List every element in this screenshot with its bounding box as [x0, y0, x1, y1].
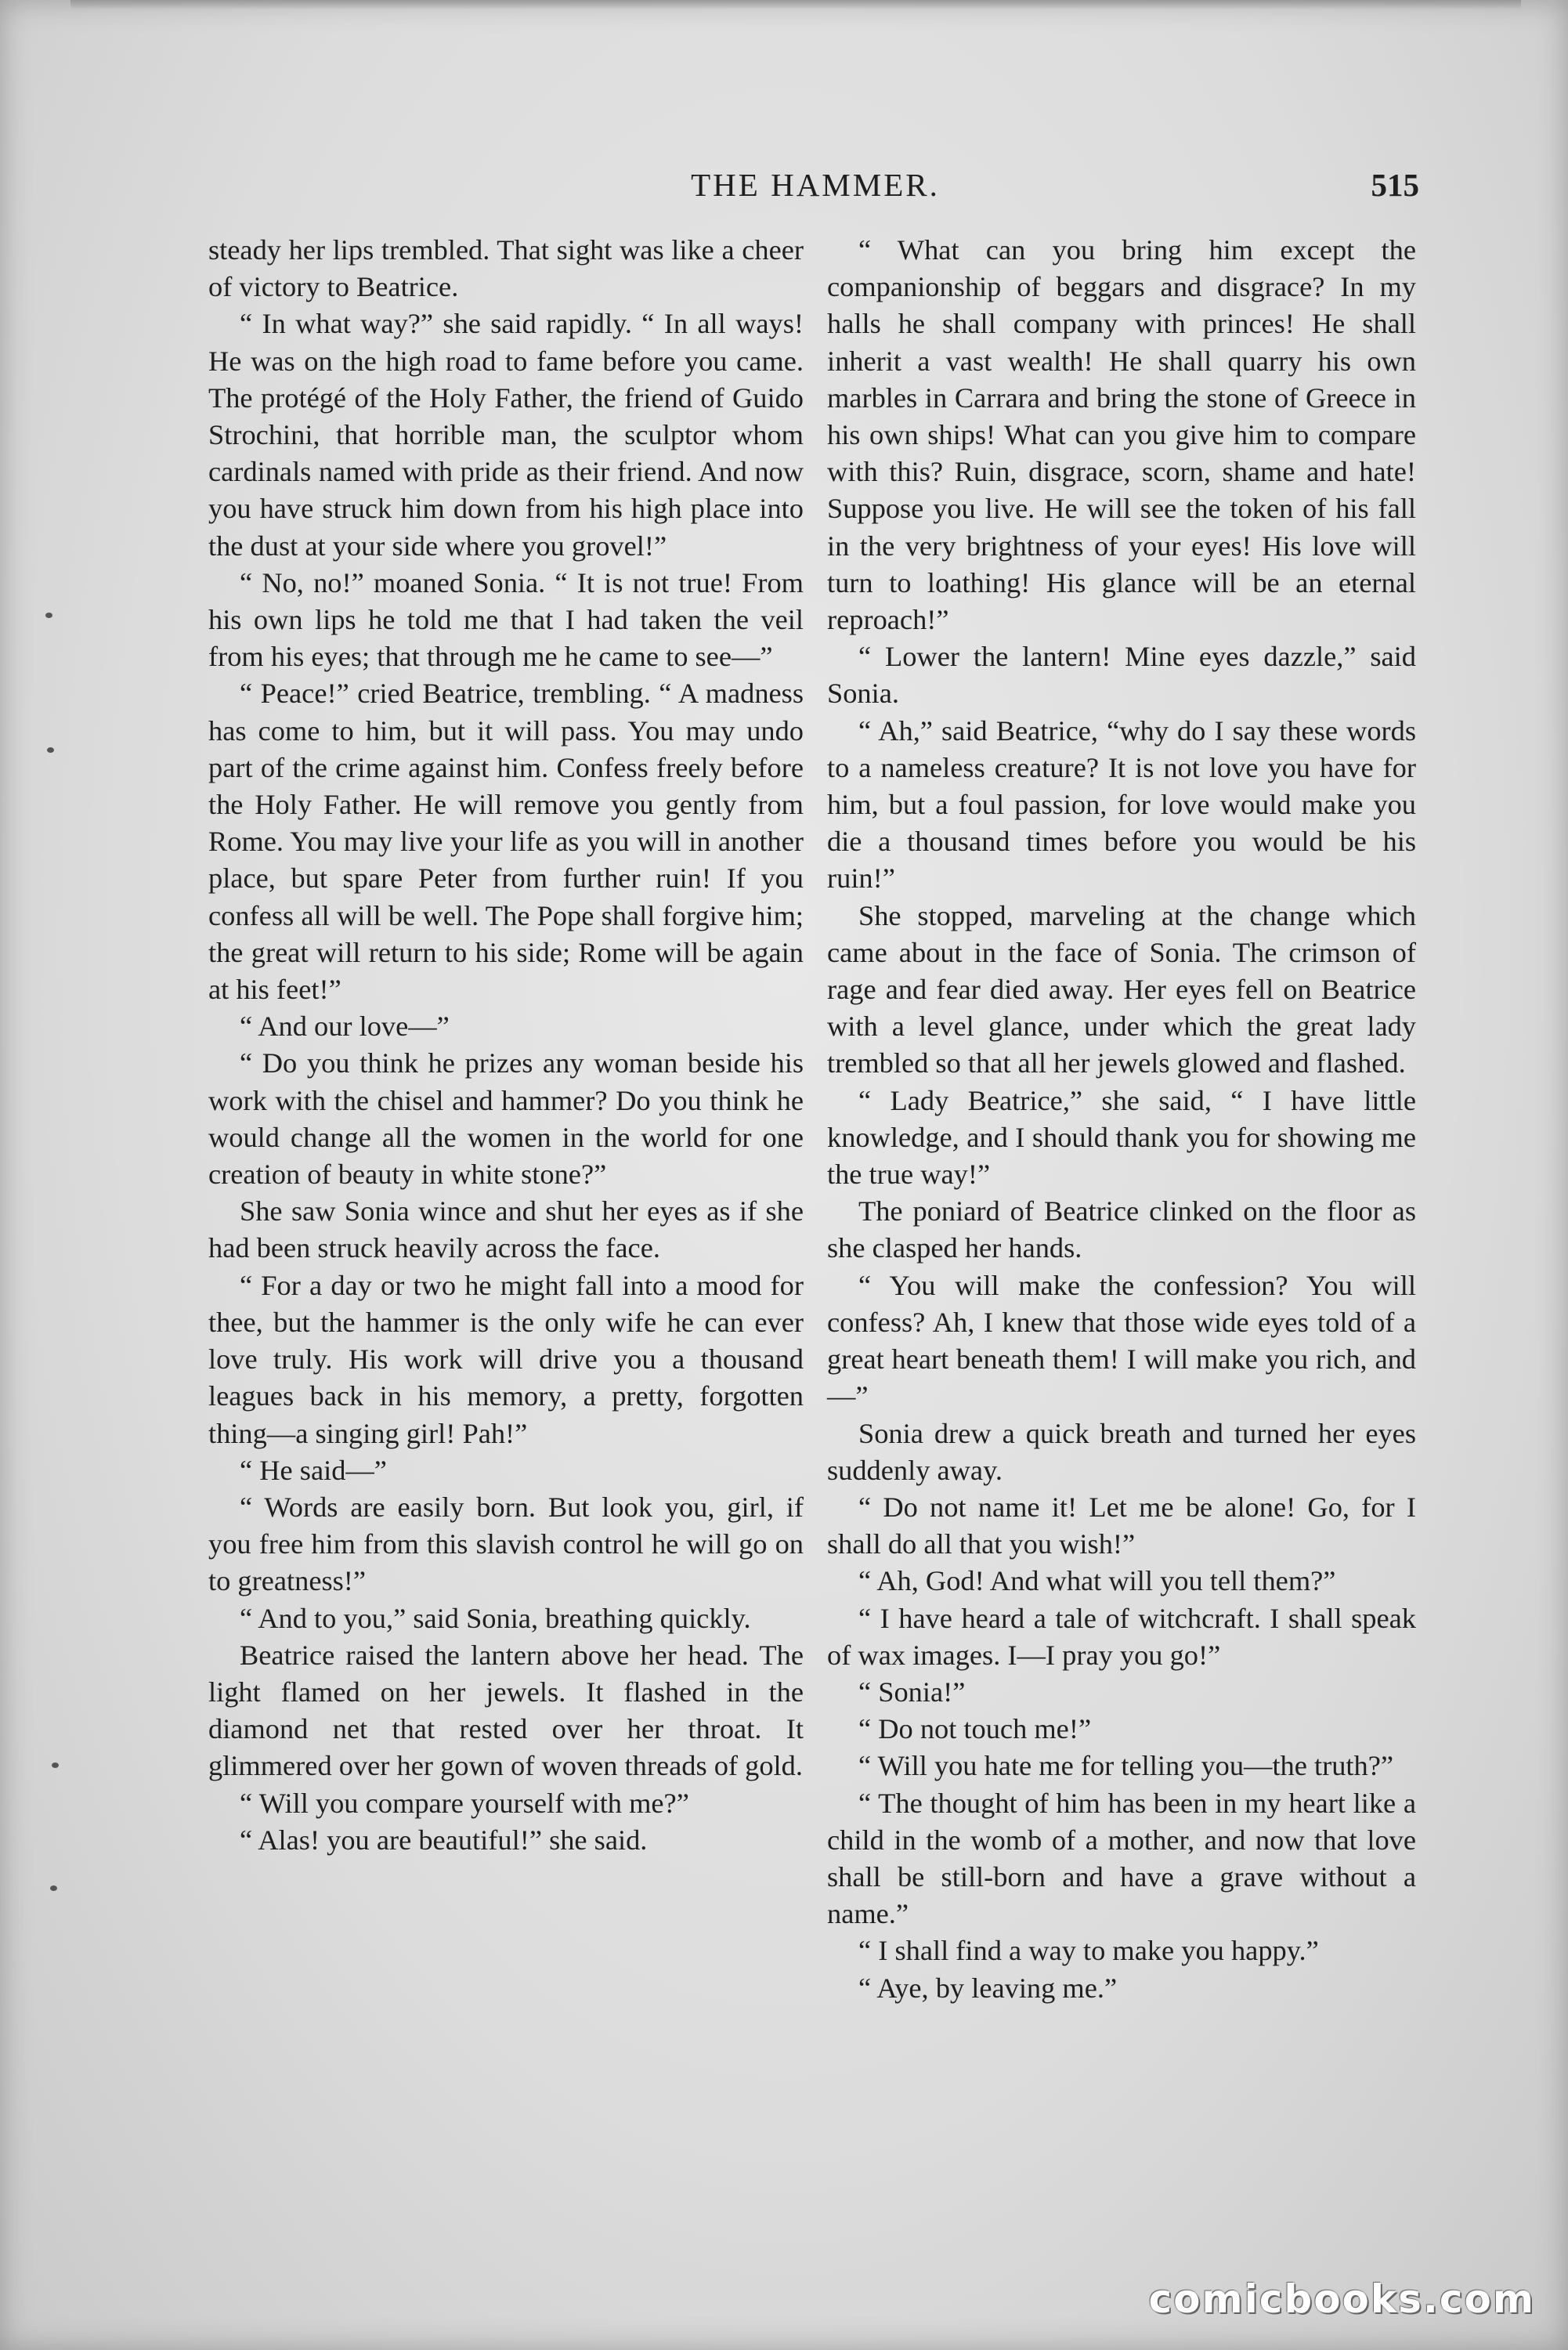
margin-speck	[47, 747, 54, 753]
paragraph: She saw Sonia wince and shut her eyes as if she had been struck heavily across the face.	[208, 1195, 804, 1264]
paragraph: “ Ah,” said Beatrice, “why do I say these words to a nameless creature? It is not love you have for him, but a foul passion, for love would make you die a thousand times before you would be his ruin!”	[827, 714, 1416, 895]
right-text-column	[827, 232, 1416, 2007]
watermark-logo: comicbooks.com	[1148, 2276, 1535, 2322]
left-text-column	[208, 232, 804, 1859]
paragraph: “ Ah, God! And what will you tell them?”	[858, 1565, 1336, 1597]
page-top-edge	[70, 0, 1521, 9]
running-head	[211, 166, 1419, 213]
margin-speck	[52, 1762, 59, 1768]
paragraph: “ No, no!” moaned Sonia. “ It is not true! From his own lips he told me that I had taken the veil from his eyes; that through me he came to see—”	[208, 566, 804, 673]
paragraph: “ Do not name it! Let me be alone! Go, for I shall do all that you wish!”	[827, 1491, 1416, 1560]
paragraph: “ He said—”	[240, 1454, 387, 1486]
page-number: 515	[1371, 167, 1419, 203]
paragraph: “ The thought of him has been in my heart like a child in the womb of a mother, and now that love shall be still-born and have a grave without a name.”	[827, 1787, 1416, 1930]
paragraph: “ Alas! you are beautiful!” she said.	[240, 1824, 648, 1856]
paragraph: “ Will you compare yourself with me?”	[240, 1787, 689, 1819]
paragraph: “ For a day or two he might fall into a mood for thee, but the hammer is the only wife he can ever love truly. His work will drive you a thousand leagues back in his memory, a pretty, forgotten thing—a singing girl! Pah!”	[208, 1269, 804, 1449]
paragraph: “ Lady Beatrice,” she said, “ I have little knowledge, and I should thank you for showing me the true way!”	[827, 1084, 1416, 1191]
paragraph: steady her lips trembled. That sight was like a cheer of victory to Beatrice.	[208, 234, 804, 303]
paragraph: “ Lower the lantern! Mine eyes dazzle,” said Sonia.	[827, 641, 1416, 710]
paragraph: “ In what way?” she said rapidly. “ In all ways! He was on the high road to fame before you came. The protégé of the Holy Father, the friend of Guido Strochini, that horrible man, the sculptor whom cardinals named with pride as their friend. And now you have struck him down from his high place into the dust at your side where you grovel!”	[208, 308, 804, 562]
paragraph: “ You will make the confession? You will confess? Ah, I knew that those wide eyes told of a great heart beneath them! I will make you rich, and—”	[827, 1269, 1416, 1412]
paragraph: “ Words are easily born. But look you, girl, if you free him from this slavish control he will go on to greatness!”	[208, 1491, 804, 1597]
paragraph: “ Sonia!”	[858, 1676, 966, 1708]
paragraph: “ I have heard a tale of witchcraft. I shall speak of wax images. I—I pray you go!”	[827, 1602, 1416, 1671]
paragraph: “ Do you think he prizes any woman beside his work with the chisel and hammer? Do you think he would change all the women in the world for one creation of beauty in white stone?”	[208, 1047, 804, 1191]
paragraph: “ Peace!” cried Beatrice, trembling. “ A madness has come to him, but it will pass. You may undo part of the crime against him. Confess freely before the Holy Father. He will remove you gently from Rome. You may live your life as you will in another place, but spare Peter from further ruin! If you confess all will be well. The Pope shall forgive him; the great will return to his side; Rome will be again at his feet!”	[208, 678, 804, 1006]
margin-speck	[50, 1885, 57, 1891]
paragraph: She stopped, marveling at the change which came about in the face of Sonia. The crimson of rage and fear died away. Her eyes fell on Beatrice with a level glance, under which the great lady trembled so that all her jewels glowed and flashed.	[827, 899, 1416, 1079]
paragraph: “ Aye, by leaving me.”	[858, 1972, 1118, 2004]
paragraph: “ What can you bring him except the companionship of beggars and disgrace? In my halls he shall company with princes! He shall inherit a vast wealth! He shall quarry his own marbles in Carrara and bring the stone of Greece in his own ships! What can you give him to compare with this? Ruin, disgrace, scorn, shame and hate! Suppose you live. He will see the token of his fall in the very brightness of your eyes! His love will turn to loathing! His glance will be an eternal reproach!”	[827, 234, 1416, 636]
paragraph: The poniard of Beatrice clinked on the floor as she clasped her hands.	[827, 1195, 1416, 1264]
paragraph: “ And our love—”	[240, 1010, 450, 1043]
running-title: THE HAMMER.	[691, 167, 940, 203]
paragraph: “ And to you,” said Sonia, breathing quickly.	[240, 1602, 751, 1634]
paragraph: “ Will you hate me for telling you—the truth?”	[858, 1750, 1394, 1782]
paragraph: “ I shall find a way to make you happy.”	[858, 1935, 1319, 1967]
margin-speck	[45, 613, 52, 618]
paragraph: “ Do not touch me!”	[858, 1713, 1092, 1745]
paragraph: Beatrice raised the lantern above her head. The light flamed on her jewels. It flashed in the diamond net that rested over her throat. It glimmered over her gown of woven threads of gold.	[208, 1639, 804, 1782]
paragraph: Sonia drew a quick breath and turned her eyes suddenly away.	[827, 1417, 1416, 1486]
